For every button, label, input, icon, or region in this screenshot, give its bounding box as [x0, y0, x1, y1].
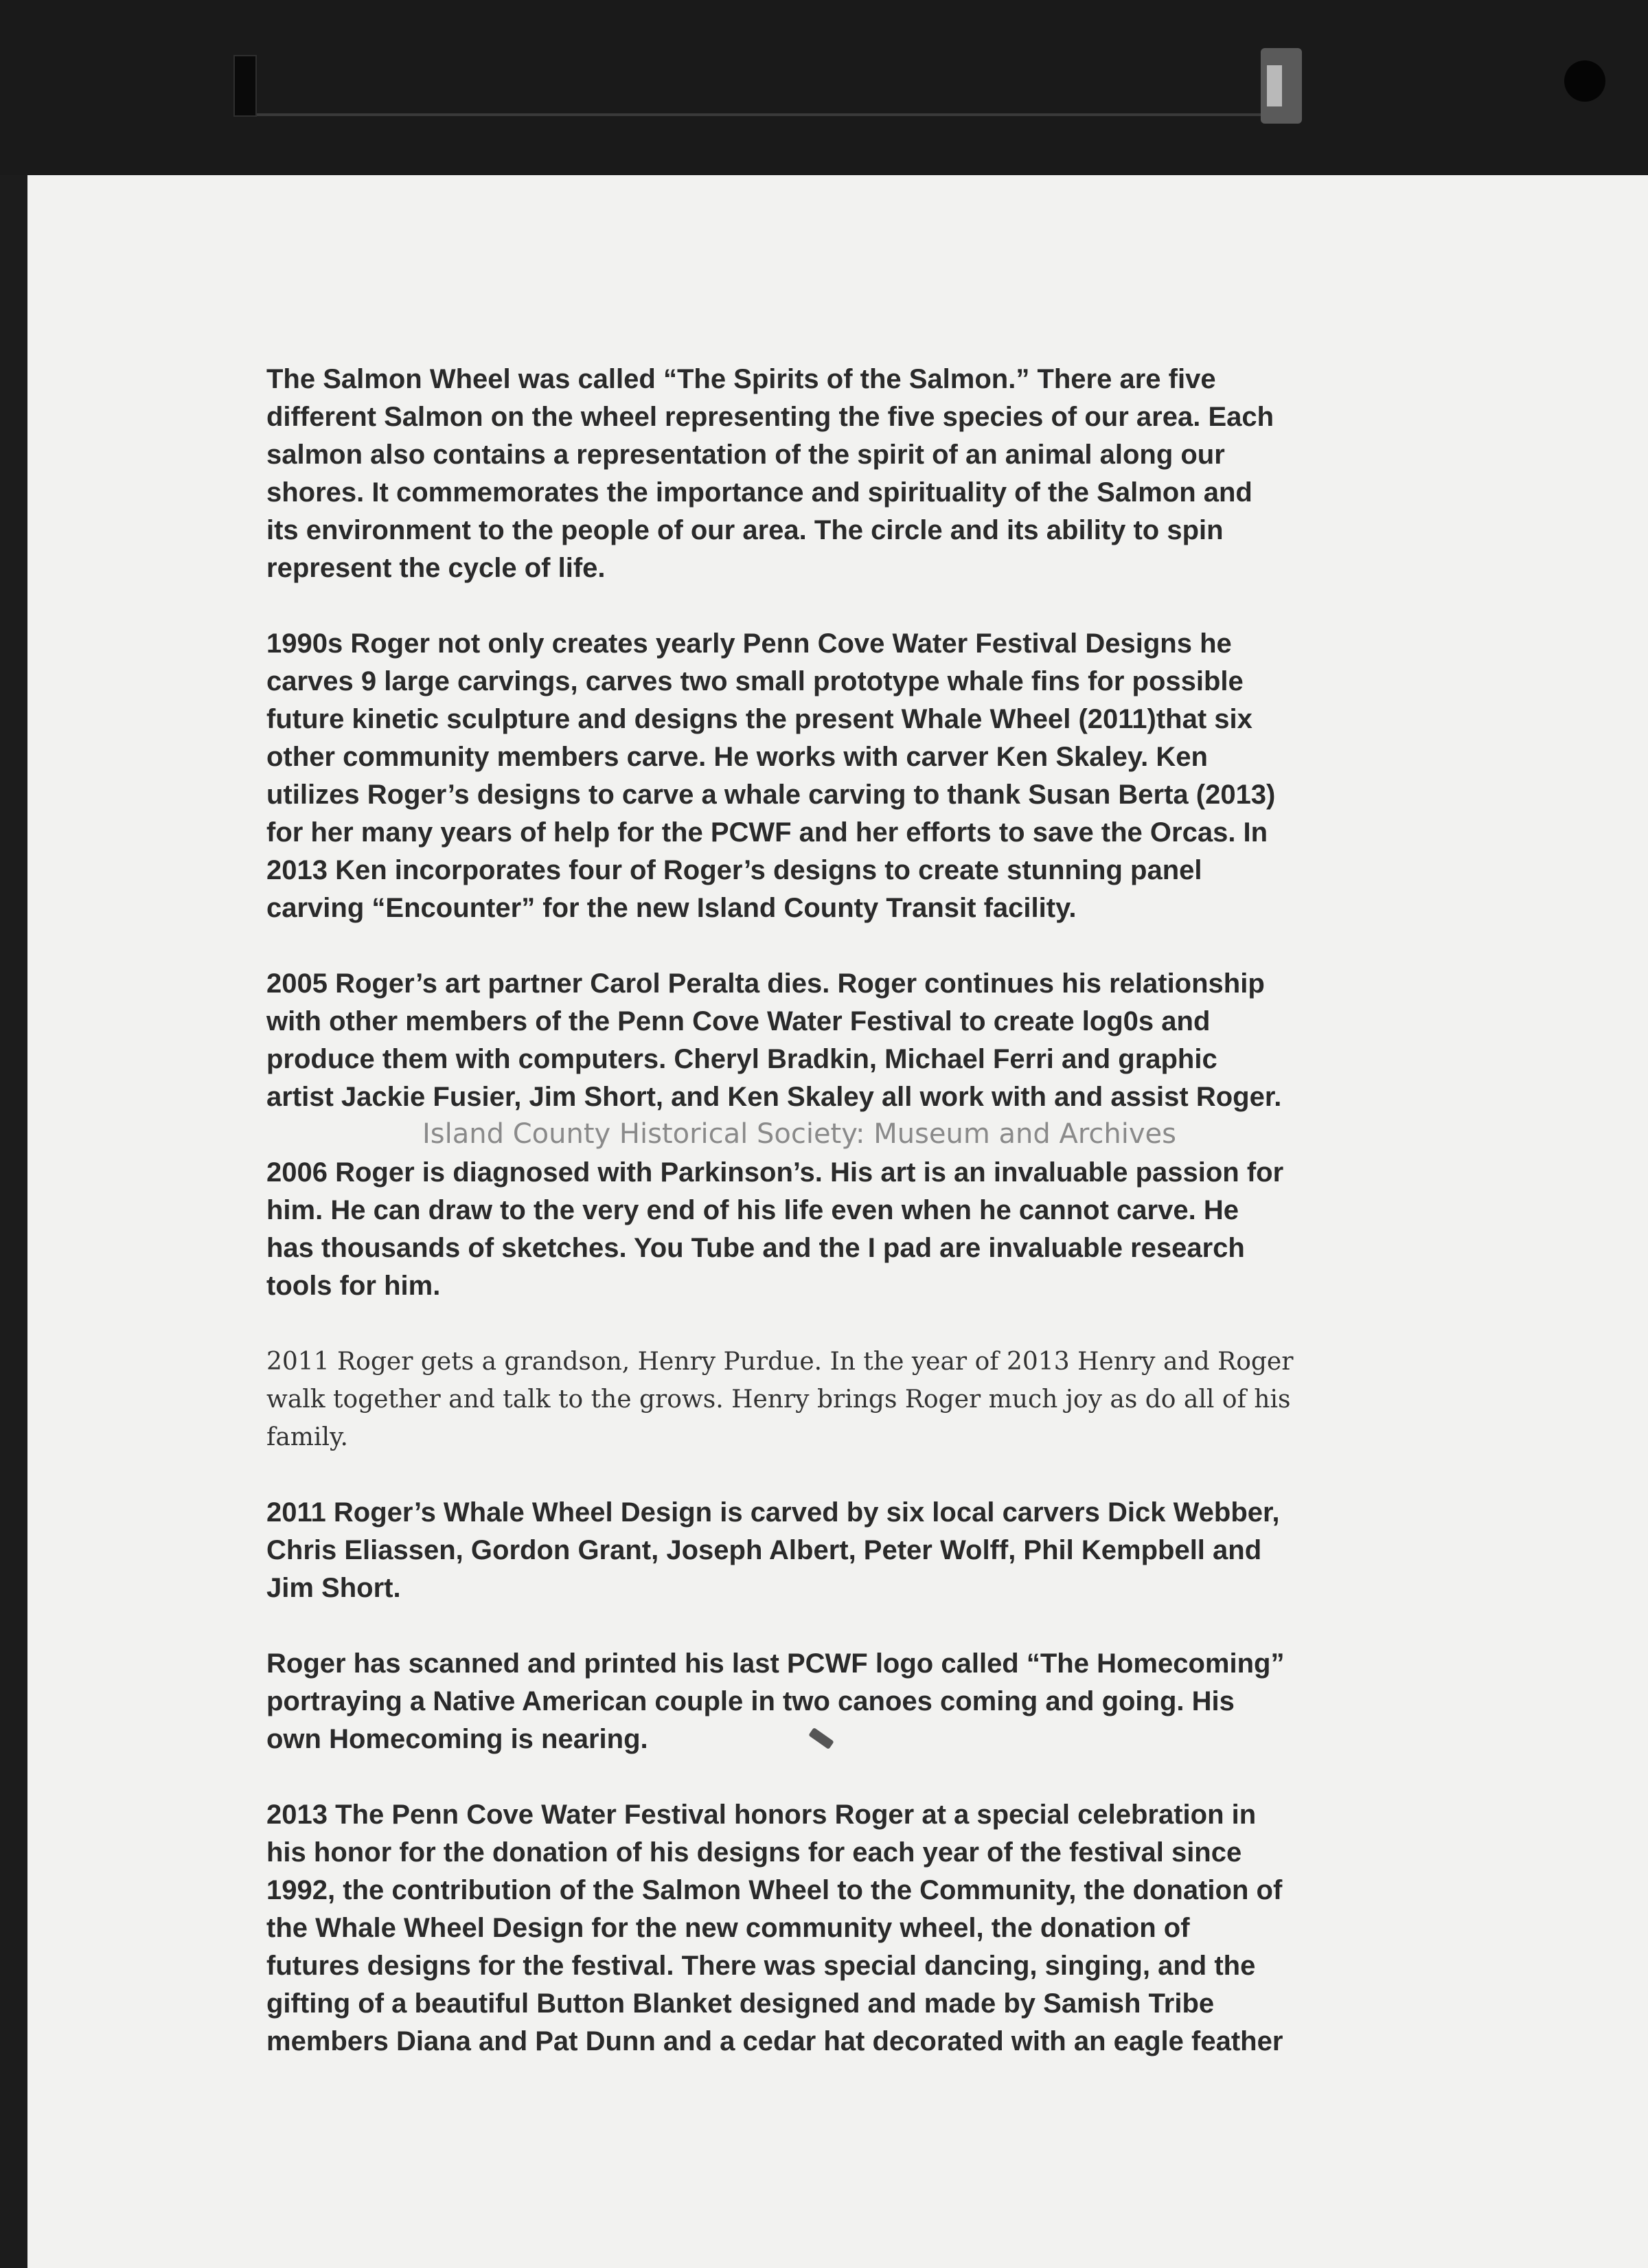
paragraph-2013: 2013 The Penn Cove Water Festival honors Roger at a special celebration in his honor for the donation of his designs for each year of the festival since 1992, the contribution of the Salmon Wheel to the Community, the donation of the Whale Wheel Design for the new community wheel, the donation of futures designs for the festival. There was special dancing, singing, and the gifting of a beautiful Button Blanket designed and made by Samish Tribe members Diana and Pat Dunn and a cedar hat decorated with an eagle feather — [266, 1800, 1283, 2056]
paragraph-2011-grandson: 2011 Roger gets a grandson, Henry Purdue. In the year of 2013 Henry and Roger walk together and talk to the grows. Henry brings Roger much joy as do all of his family. — [266, 1348, 1294, 1451]
paragraph-2006: 2006 Roger is diagnosed with Parkinson’s. His art is an invaluable passion for him. He can draw to the very end of his life even when he cannot carve. He has thousands of sketches. You Tube and the I pad are invaluable research tools for him. — [266, 1157, 1284, 1301]
paragraph-homecoming: Roger has scanned and printed his last PCWF logo called “The Homecoming” portraying a Native American couple in two canoes coming and going. His own Homecoming is nearing. — [266, 1648, 1285, 1754]
scanner-clip-highlight — [1267, 65, 1282, 106]
scanner-slot — [233, 55, 257, 117]
scanner-hole — [1564, 60, 1605, 102]
paragraph-1990s: 1990s Roger not only creates yearly Penn Cove Water Festival Designs he carves 9 large carvings, carves two small prototype whale fins for possible future kinetic sculpture and designs the present Whale Wheel (2011)that six other community members carve. He works with carver Ken Skaley. Ken utilizes Roger’s designs to carve a whale carving to thank Susan Berta (2013) for her many years of help for the PCWF and her efforts to save the Orcas. In 2013 Ken incorporates four of Roger’s designs to create stunning panel carving “Encounter” for the new Island County Transit facility. — [266, 628, 1276, 923]
paragraph-2011-whale-wheel: 2011 Roger’s Whale Wheel Design is carved by six local carvers Dick Webber, Chris Eliassen, Gordon Grant, Joseph Albert, Peter Wolff, Phil Kempbell and Jim Short. — [266, 1497, 1280, 1603]
scanner-edge-line — [255, 113, 1265, 116]
paragraph-salmon-wheel: The Salmon Wheel was called “The Spirits of the Salmon.” There are five different Salmon on the wheel representing the five species of our area. Each salmon also contains a representation of the spirit of an animal along our shores. It commemorates the importance and spirituality of the Salmon and its environment to the people of our area. The circle and its ability to spin represent the cycle of life. — [266, 364, 1274, 583]
document-body — [266, 361, 1434, 2098]
archive-watermark: Island County Historical Society: Museum and Archives — [422, 1118, 1177, 1150]
paragraph-2005: 2005 Roger’s art partner Carol Peralta dies. Roger continues his relationship with other members of the Penn Cove Water Festival to create log0s and produce them with computers. Cheryl Bradkin, Michael Ferri and graphic artist Jackie Fusier, Jim Short, and Ken Skaley all work with and assist Roger. — [266, 968, 1282, 1112]
